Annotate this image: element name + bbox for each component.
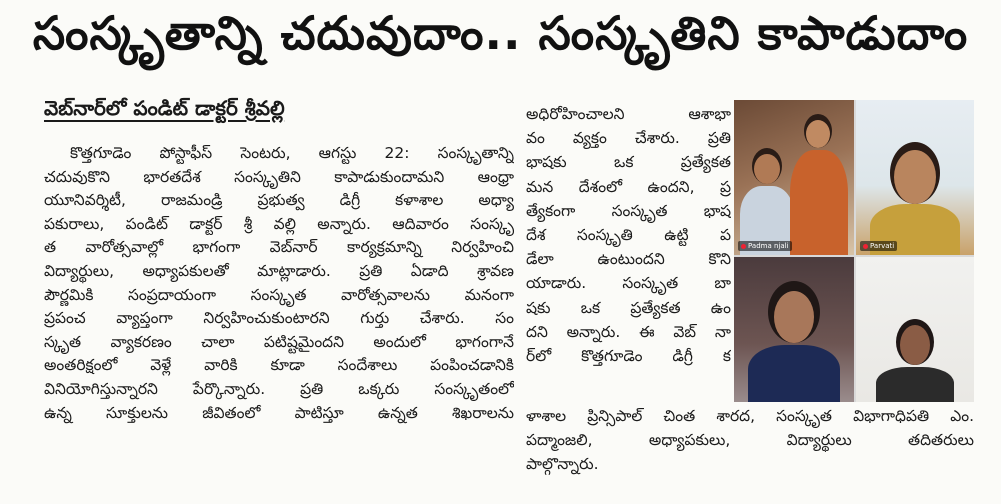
- article-line: ప్రపంచ వ్యాప్తంగా నిర్వహించుకుంటారని గుర్తు చేశారు. సం: [44, 309, 514, 328]
- participant-tile: [734, 100, 854, 255]
- article-line: పౌర్ణమికి సంప్రదాయంగా సంస్కృత వారోత్సవాలను మనంగా: [44, 285, 514, 304]
- participant-face: [894, 150, 936, 204]
- article-line: దేశ సంస్కృతి ఉట్టి ప: [526, 225, 731, 244]
- subheadline: వెబ్‌నార్‌లో పండిట్ డాక్టర్ శ్రీవల్లి: [44, 96, 285, 120]
- participant-face: [900, 325, 930, 365]
- article-line: పకురాలు, పండిట్ డాక్టర్ శ్రీ వల్లి అన్నారు. ఆదివారం సంస్కృ: [44, 214, 514, 233]
- article-line: ళాశాల ప్రిన్సిపాల్ చింత శారద, సంస్కృత విభాగాధిపతి ఎం.: [526, 407, 974, 425]
- article-line: దని అన్నారు. ఈ వెబ్ నా: [526, 322, 731, 341]
- article-line: అధిరోహించాలని ఆశాభా: [526, 105, 731, 123]
- article-line: షకు ఒక ప్రత్యేకత ఉం: [526, 298, 731, 317]
- article-line: కొత్తగూడెం పోస్టాఫీస్ సెంటరు, ఆగస్టు 22: సంస్కృతాన్ని: [70, 144, 514, 162]
- article-line: చదువుకొని భారతదేశ సంస్కృతిని కాపాడుకుందామని ఆంధ్రా: [44, 167, 514, 186]
- article-line: భాషకు ఒక ప్రత్యేకత: [526, 153, 731, 172]
- participant-name: Parvati: [870, 242, 895, 250]
- article-line: ఉన్న సూక్తులను జీవితంలో పాటిస్తూ ఉన్నత శిఖరాలను: [44, 403, 514, 422]
- participant-name-tag: [738, 241, 792, 251]
- participant-tile: [856, 257, 974, 402]
- article-column-1: [44, 142, 514, 502]
- article-line: మన దేశంలో ఉందని, ప్ర: [526, 177, 731, 196]
- participant-body: [876, 367, 954, 402]
- webinar-photo: [734, 100, 974, 402]
- article-wide-lines: [526, 404, 974, 502]
- article-line: అంతరిక్షంలో వెళ్లే వారికి కూడా సందేశాలు పంపించడానికి: [44, 356, 514, 375]
- participant-body: [790, 150, 848, 255]
- article-line: త వారోత్సవాల్లో భాగంగా వెబ్‌నార్ కార్యక్రమాన్ని నిర్వహించి: [44, 238, 514, 257]
- participant-name-tag: [860, 241, 897, 251]
- article-line: విద్యార్థులు, అధ్యాపకులతో మాట్లాడారు. ప్రతి ఏడాది శ్రావణ: [44, 261, 514, 280]
- participant-face: [754, 154, 780, 184]
- participant-tile: [734, 257, 854, 402]
- participant-body: [748, 345, 840, 402]
- article-line: యాడారు. సంస్కృత బా: [526, 274, 731, 293]
- headline: సంస్కృతాన్ని చదువుదాం.. సంస్కృతిని కాపాడుదాం: [32, 6, 969, 60]
- article-column-2: [526, 102, 731, 402]
- article-line: వినియోగిస్తున్నారని పేర్కొన్నారు. ప్రతి ఒక్కరు సంస్కృతంలో: [44, 379, 514, 398]
- participant-name: Padma njali: [748, 242, 789, 250]
- participant-tile: [856, 100, 974, 255]
- article-line: ర్‌లో కొత్తగూడెం డిగ్రీ క: [526, 346, 731, 365]
- participant-face: [774, 291, 814, 343]
- article-line: వం వ్యక్తం చేశారు. ప్రతి: [526, 129, 731, 148]
- article-line: త్యేకంగా సంస్కృత భాష: [526, 201, 731, 220]
- article-line: పద్మాంజలి, అధ్యాపకులు, విద్యార్థులు తదితరులు: [526, 431, 974, 450]
- article-line: డేలా ఉంటుందని కొని: [526, 250, 731, 269]
- participant-face: [806, 120, 830, 148]
- article-line: స్కృత వ్యాకరణం చాలా పటిష్టమైందని అందులో భాగంగానే: [44, 332, 514, 351]
- article-line: యూనివర్శిటీ, రాజమండ్రి ప్రభుత్వ డిగ్రీ కళాశాల అధ్యా: [44, 191, 514, 210]
- article-line: పాల్గొన్నారు.: [526, 455, 599, 474]
